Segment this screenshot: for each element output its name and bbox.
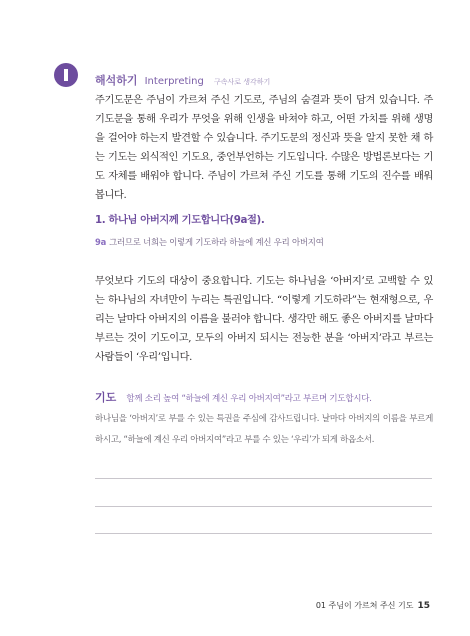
intro-paragraph: 주기도문은 주님이 가르쳐 주신 기도로, 주님의 숨결과 뜻이 담겨 있습니다. 주기도문을 통해 우리가 무엇을 위해 인생을 바쳐야 하고, 어떤 가치를 위해 생명을 걸어야 하는지 발견할 수 있습니다. 주기도문의 정신과 뜻을 알지 못한 채 하는 기도는 외식적인 기도요, 중언부언하는 기도입니다. 수많은 방법론보다는 기도 자체를 배워야 합니다. 주님이 가르쳐 주신 기도를 통해 기도의 진수를 배워 봅니다. <box>95 95 433 202</box>
section-header <box>95 69 270 88</box>
body-paragraph: 무엇보다 기도의 대상이 중요합니다. 기도는 하나님을 ‘아버지’로 고백할 수 있는 하나님의 자녀만이 누리는 특권입니다. “이렇게 기도하라”는 현재형으로, 우리는 날마다 아버지의 이름을 불러야 합니다. 생각만 해도 좋은 아버지를 날마다 부르는 것이 기도이고, 모두의 아버지 되시는 전능한 분을 ‘아버지’라고 부르는 사람들이 ‘우리’입니다. <box>95 276 434 364</box>
prayer-text: 하나님을 ‘아버지’로 부를 수 있는 특권을 주심에 감사드립니다. 날마다 아버지의 이름을 부르게 하시고, “하늘에 계신 우리 아버지여”라고 부를 수 있는 ‘우리’가 되게 하옵소서. <box>95 414 433 445</box>
footer-chapter: 01 주님이 가르쳐 주신 기도 <box>315 601 414 610</box>
writing-line <box>95 533 432 534</box>
page-number: 15 <box>417 601 430 611</box>
writing-line <box>95 478 432 479</box>
header-subtitle: 구속사로 생각하기 <box>213 78 271 86</box>
section-title: 1. 하나님 아버지께 기도합니다(9a절). <box>95 214 265 226</box>
scripture-verse <box>95 236 324 248</box>
prayer-title: 함께 소리 높여 “하늘에 계신 우리 아버지여”라고 부르며 기도합시다. <box>126 394 372 404</box>
prayer-label: 기도 <box>95 391 117 404</box>
verse-text: 그러므로 너희는 이렇게 기도하라 하늘에 계신 우리 아버지여 <box>109 237 324 247</box>
prayer-header <box>95 386 372 405</box>
section-badge <box>54 63 78 87</box>
page-footer <box>316 600 430 611</box>
verse-reference: 9a <box>95 237 107 247</box>
header-title-en: Interpreting <box>144 76 204 87</box>
writing-line <box>95 506 432 507</box>
vertical-bar-icon <box>64 69 68 81</box>
header-title-ko: 해석하기 <box>95 74 138 87</box>
